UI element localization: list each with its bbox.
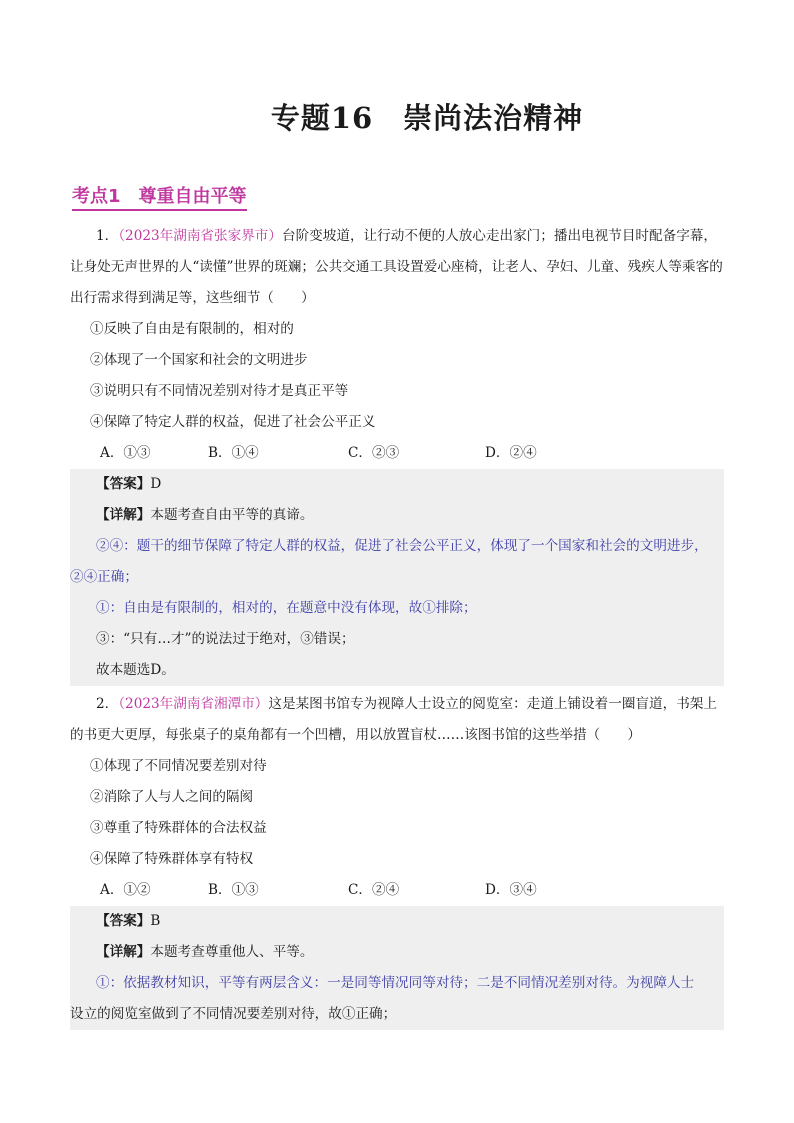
analysis-line: ③：“只有…才”的说法过于绝对，③错误；: [96, 631, 355, 647]
choice-b: B．①③: [208, 882, 259, 898]
conclusion-line: 故本题选D。: [96, 662, 175, 678]
option-statement: ②消除了人与人之间的隔阂: [90, 789, 254, 805]
section-heading: 考点1 尊重自由平等: [72, 186, 247, 211]
choice-a: A．①③: [100, 445, 151, 461]
choice-c: C．②④: [348, 882, 400, 898]
answer-line: 【答案】D: [96, 476, 162, 492]
analysis-line: ①：依据教材知识，平等有两层含义：一是同等情况同等对待；二是不同情况差别对待。为视障人士: [96, 975, 695, 991]
option-statement: ①反映了自由是有限制的，相对的: [90, 321, 294, 337]
question-1: [70, 221, 724, 686]
choice-d: D．②④: [485, 445, 537, 461]
question-stem: [70, 221, 724, 314]
option-statement: ④保障了特殊群体享有特权: [90, 851, 254, 867]
question-stem: [70, 689, 724, 751]
choice-d: D．③④: [485, 882, 537, 898]
analysis-line: 设立的阅览室做到了不同情况要差别对待，故①正确；: [70, 1006, 397, 1022]
answer-value: D: [150, 476, 162, 492]
detail-line: 【详解】本题考查自由平等的真谛。: [96, 507, 314, 523]
page-title: 专题16 崇尚法治精神: [270, 101, 584, 135]
choice-c: C．②③: [348, 445, 400, 461]
detail-line: 【详解】本题考查尊重他人、平等。: [96, 944, 314, 960]
analysis-line: ②④：题干的细节保障了特定人群的权益，促进了社会公平正义，体现了一个国家和社会的文明进步，②④正确；: [70, 538, 708, 585]
question-text: 这是某图书馆专为视障人士设立的阅览室：走道上铺设着一圈盲道，书架上的书更大更厚，每张桌子的桌角都有一个凹槽，用以放置盲杖……该图书馆的这些举措（ ）: [70, 696, 717, 743]
question-source: （2023年湖南省张家界市）: [118, 228, 282, 244]
option-statement: ①体现了不同情况要差别对待: [90, 758, 267, 774]
option-statement: ③尊重了特殊群体的合法权益: [90, 820, 267, 836]
answer-value: B: [150, 913, 161, 929]
analysis-line: ①：自由是有限制的，相对的，在题意中没有体现，故①排除；: [96, 600, 477, 616]
option-statement: ③说明只有不同情况差别对待才是真正平等: [90, 383, 349, 399]
option-statement: ④保障了特定人群的权益，促进了社会公平正义: [90, 414, 376, 430]
question-number: 2．: [96, 696, 119, 712]
question-source: （2023年湖南省湘潭市）: [118, 696, 269, 712]
answer-choices: [70, 438, 724, 469]
choice-a: A．①②: [100, 882, 151, 898]
question-2: [70, 689, 724, 1030]
answer-block: [70, 906, 724, 1030]
answer-choices: [70, 875, 724, 906]
choice-b: B．①④: [208, 445, 259, 461]
answer-line: 【答案】B: [96, 913, 161, 929]
question-text: 台阶变坡道，让行动不便的人放心走出家门；播出电视节目时配备字幕，让身处无声世界的人“读懂”世界的斑斓；公共交通工具设置爱心座椅，让老人、孕妇、儿童、残疾人等乘客的出行需求得到满足等，这些细节（ ）: [70, 228, 723, 306]
answer-block: [70, 469, 724, 686]
question-number: 1．: [96, 228, 119, 244]
option-statement: ②体现了一个国家和社会的文明进步: [90, 352, 308, 368]
